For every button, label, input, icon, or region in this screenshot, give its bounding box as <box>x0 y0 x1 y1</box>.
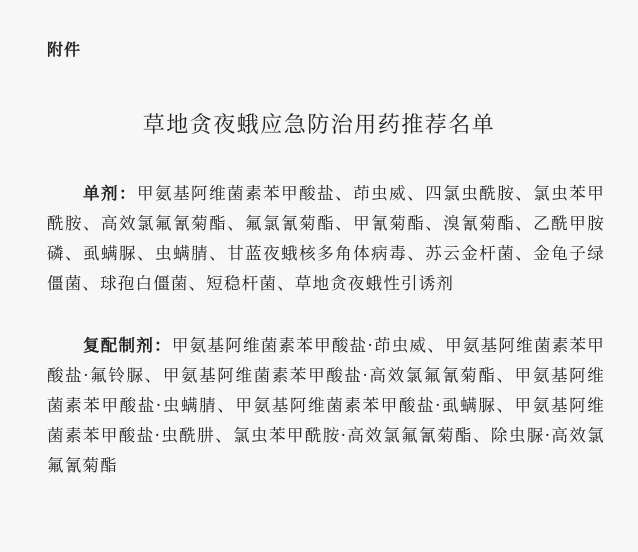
document-title: 草地贪夜蛾应急防治用药推荐名单 <box>142 113 496 138</box>
compound-agent-list: 甲氨基阿维菌素苯甲酸盐·茚虫威、甲氨基阿维菌素苯甲酸盐·氟铃脲、甲氨基阿维菌素苯甲酸盐·高效氯氟氰菊酯、甲氨基阿维菌素苯甲酸盐·虫螨腈、甲氨基阿维菌素苯甲酸盐·虱螨脲、甲氨基阿维菌素苯甲酸盐·虫酰肼、氯虫苯甲酰胺·高效氯氟氰菊酯、除虫脲·高效氯氟氰菊酯 <box>47 336 605 475</box>
single-agent-list: 甲氨基阿维菌素苯甲酸盐、茚虫威、四氯虫酰胺、氯虫苯甲酰胺、高效氯氟氰菊酯、氟氯氰菊酯、甲氰菊酯、溴氰菊酯、乙酰甲胺磷、虱螨脲、虫螨腈、甘蓝夜蛾核多角体病毒、苏云金杆菌、金龟子绿僵菌、球孢白僵菌、短稳杆菌、草地贪夜蛾性引诱剂 <box>47 184 605 293</box>
compound-agent-label: 复配制剂： <box>83 336 172 355</box>
compound-agent-paragraph <box>47 331 605 481</box>
attachment-label: 附件 <box>47 40 82 59</box>
single-agent-paragraph <box>47 179 605 299</box>
single-agent-label: 单剂： <box>83 184 138 203</box>
